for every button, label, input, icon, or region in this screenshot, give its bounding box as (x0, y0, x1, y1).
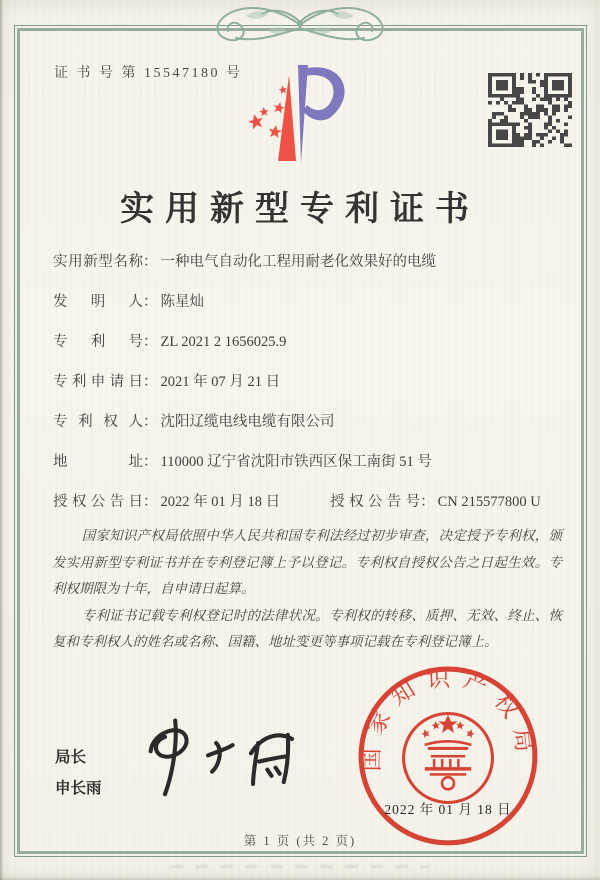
field-row-grant (53, 490, 568, 514)
field-value: 一种电气自动化工程用耐老化效果好的电缆 (160, 254, 436, 270)
field-value: 陈星灿 (160, 294, 204, 310)
legal-paragraphs (52, 523, 562, 656)
field-colon: ： (143, 374, 158, 390)
director-block (55, 742, 102, 804)
seal-text: 国家知识产权局 (359, 665, 539, 772)
field-value: 2021 年 07 月 21 日 (160, 374, 281, 390)
certificate-title: 实用新型专利证书 (120, 191, 480, 228)
scan-edge-shadow-bottom (0, 876, 600, 880)
field-value: 沈阳辽缆电线电缆有限公司 (160, 414, 335, 430)
field-label: 发明人 (53, 294, 143, 310)
field-row-inventor (53, 290, 568, 314)
field-colon: ： (143, 294, 158, 310)
field-value: 110000 辽宁省沈阳市铁西区保工南街 51 号 (160, 454, 432, 470)
certificate-fields (53, 250, 568, 530)
legal-paragraph-1: 国家知识产权局依照中华人民共和国专利法经过初步审查，决定授予专利权，颁发实用新型专利证书并在专利登记簿上予以登记。专利权自授权公告之日起生效。专利权期限为十年，自申请日起算。 (52, 528, 562, 596)
field-row-utility-model-name (53, 250, 568, 274)
field-row-patentee (53, 410, 568, 434)
field-colon: ： (143, 334, 158, 350)
field-value: ZL 2021 2 1656025.9 (160, 334, 287, 350)
field-colon: ： (143, 454, 158, 470)
top-scroll-ornament-icon (150, 0, 450, 48)
scan-edge-shadow (0, 0, 4, 880)
field-colon: ： (143, 494, 158, 510)
director-title: 局长 (55, 749, 87, 766)
field-label: 专利号 (53, 334, 143, 350)
grant-date-label: 授权公告日 (53, 494, 143, 510)
cnipa-logo-icon (233, 58, 363, 168)
page-footer: 第 1 页 (共 2 页) (243, 834, 357, 848)
director-signature (122, 708, 337, 816)
official-seal (352, 662, 544, 854)
grant-date-value: 2022 年 01 月 18 日 (160, 494, 281, 510)
field-label: 专利申请日 (53, 374, 143, 390)
field-colon: ： (143, 254, 158, 270)
field-row-filing-date (53, 370, 568, 394)
field-colon: ： (420, 494, 435, 510)
field-row-address (53, 450, 568, 474)
show-through-ornament (170, 860, 430, 874)
field-colon: ： (143, 414, 158, 430)
grant-number-value: CN 215577800 U (437, 494, 541, 510)
field-label: 专利权人 (53, 414, 143, 430)
certificate-number: 证 书 号 第 15547180 号 (54, 66, 243, 81)
national-emblem-icon (404, 714, 493, 803)
field-row-patent-number (53, 330, 568, 354)
field-label: 地址 (53, 454, 143, 470)
legal-paragraph-2: 专利证书记载专利权登记时的法律状况。专利权的转移、质押、无效、终止、恢复和专利权人的姓名或名称、国籍、地址变更等事项记载在专利登记簿上。 (52, 607, 562, 649)
grant-number-label: 授权公告号 (330, 494, 421, 510)
qr-code (488, 73, 572, 147)
field-label: 实用新型名称 (53, 254, 143, 270)
seal-date: 2022 年 01 月 18 日 (384, 802, 512, 817)
director-name: 申长雨 (55, 780, 102, 797)
